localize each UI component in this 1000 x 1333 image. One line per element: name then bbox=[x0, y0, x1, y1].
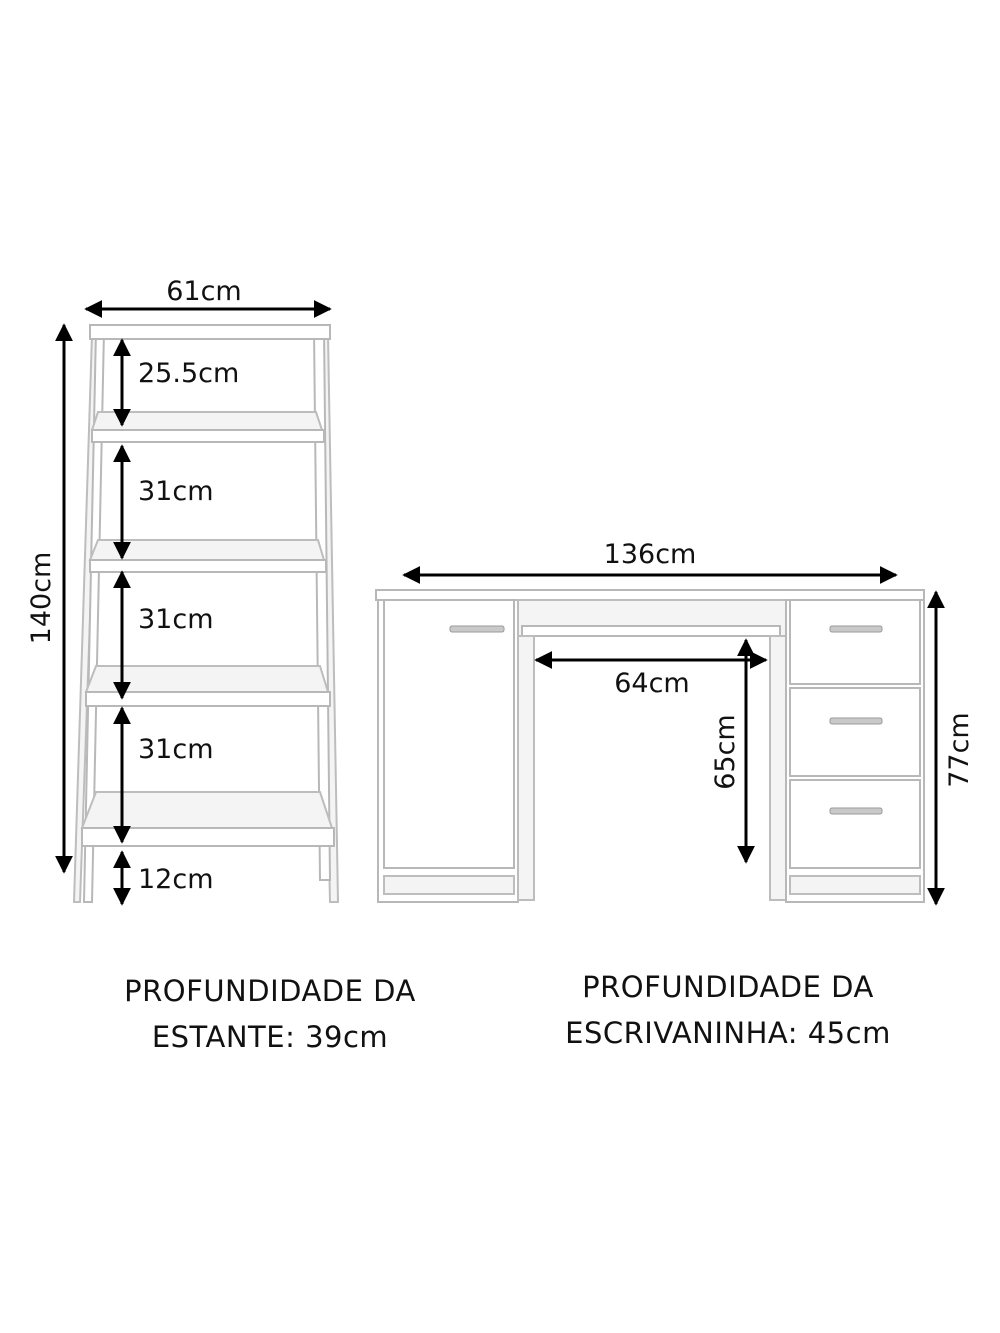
desk-height-label: 77cm bbox=[944, 712, 975, 788]
bookcase-depth-line-2: ESTANTE: 39cm bbox=[151, 1020, 389, 1054]
desk-right-plinth bbox=[790, 876, 920, 894]
bookcase-top bbox=[90, 325, 330, 339]
desk-drawer-3-handle bbox=[830, 808, 882, 814]
desk-left-plinth bbox=[384, 876, 514, 894]
bookcase-height-label: 140cm bbox=[26, 551, 57, 645]
bookcase-shelf-2-surface bbox=[90, 540, 324, 560]
desk-drawer-3 bbox=[790, 780, 920, 868]
desk-knee-height-label: 65cm bbox=[710, 714, 741, 790]
desk-inner-panel-right bbox=[770, 636, 786, 900]
desk-inner-width-label: 64cm bbox=[614, 668, 690, 699]
desk-illustration bbox=[376, 590, 924, 902]
bookcase-gap-label-3: 31cm bbox=[138, 604, 214, 635]
desk-door bbox=[384, 600, 514, 868]
bookcase-gap-label-4: 31cm bbox=[138, 734, 214, 765]
bookcase-depth-caption bbox=[70, 968, 470, 1060]
bookcase-gap-label-1: 25.5cm bbox=[138, 358, 240, 389]
desk-middle-shelf-edge bbox=[522, 626, 780, 636]
bookcase-depth-line-1: PROFUNDIDADE DA bbox=[124, 974, 416, 1008]
bookcase-shelf-2 bbox=[90, 560, 326, 572]
bookcase-width-label: 61cm bbox=[166, 276, 242, 307]
desk-drawer-2-handle bbox=[830, 718, 882, 724]
desk-depth-caption bbox=[518, 964, 938, 1056]
desk-drawer-1-handle bbox=[830, 626, 882, 632]
desk-width-label: 136cm bbox=[603, 539, 697, 570]
bookcase-shelf-1-surface bbox=[92, 412, 322, 430]
bookcase-shelf-1 bbox=[92, 430, 324, 442]
desk-door-handle bbox=[450, 626, 504, 632]
bookcase-shelf-4 bbox=[82, 828, 334, 846]
bookcase-gap-label-2: 31cm bbox=[138, 476, 214, 507]
desk-depth-line-1: PROFUNDIDADE DA bbox=[582, 970, 874, 1004]
desk-depth-line-2: ESCRIVANINHA: 45cm bbox=[565, 1016, 891, 1050]
desk-inner-panel-left bbox=[518, 636, 534, 900]
bookcase-clearance-label: 12cm bbox=[138, 864, 214, 895]
bookcase-shelf-4-surface bbox=[82, 792, 332, 828]
desk-drawer-2 bbox=[790, 688, 920, 776]
desk-top bbox=[376, 590, 924, 600]
desk-drawer-1 bbox=[790, 600, 920, 684]
